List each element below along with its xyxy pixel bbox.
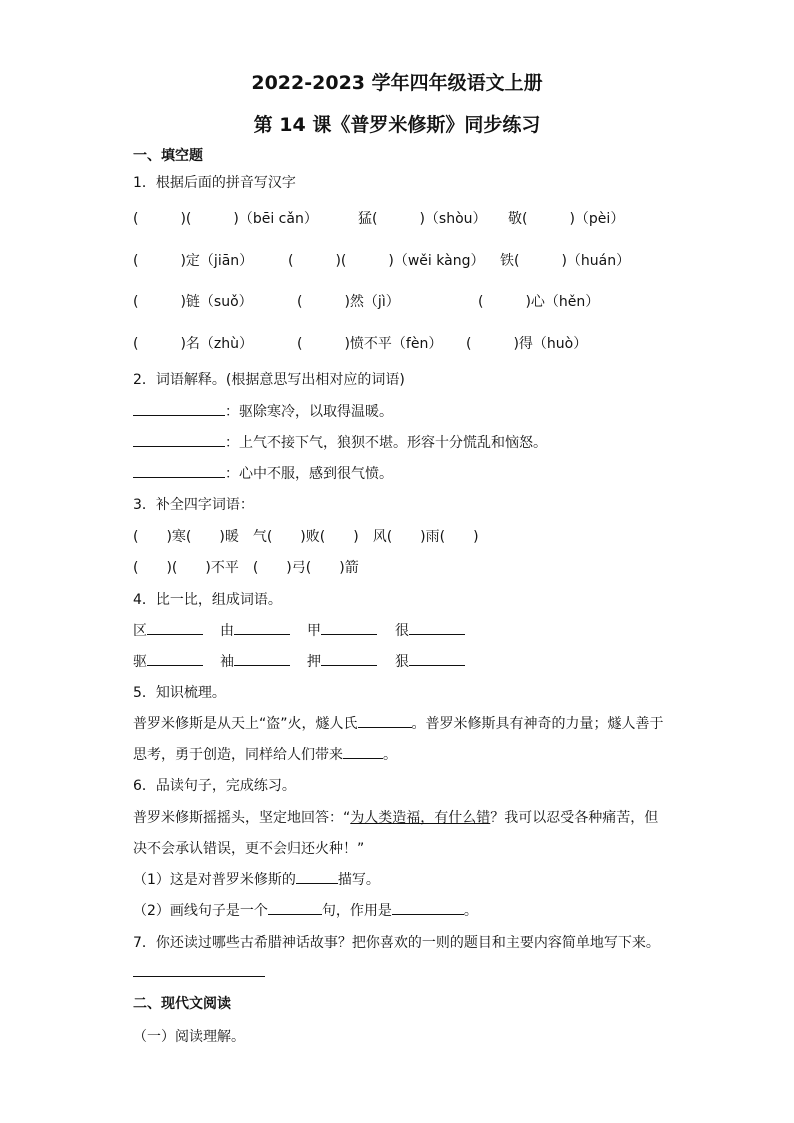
answer-blank[interactable] — [147, 620, 203, 635]
section-reading: 二、现代文阅读 — [133, 996, 231, 1012]
answer-blank[interactable] — [321, 651, 377, 666]
idiom-line: ( )( )不平 ( )弓( )箭 — [133, 560, 359, 576]
paragraph-line: 思考，勇于创造，同样给人们带来 。 — [133, 744, 397, 764]
compare-item: 区 — [133, 620, 203, 640]
question-5-label: 5．知识梳理。 — [133, 685, 226, 701]
pinyin-item: ( )定（jiān） — [133, 253, 254, 269]
question-6-label: 6．品读句子，完成练习。 — [133, 778, 296, 794]
answer-blank[interactable] — [409, 651, 465, 666]
sub-question: （1）这是对普罗米修斯的 描写。 — [133, 869, 380, 889]
sub-question: （2）画线句子是一个 句，作用是 。 — [133, 900, 478, 920]
quote-line: 决不会承认错误，更不会归还火种！” — [133, 841, 365, 857]
paragraph-line: 普罗米修斯是从天上“盗”火，燧人氏 。普罗米修斯具有神奇的力量；燧人善于 — [133, 713, 664, 733]
pinyin-item: 铁( )（huán） — [500, 253, 631, 269]
answer-blank[interactable] — [392, 900, 464, 915]
idiom-line: ( )寒( )暖 气( )败( ) 风( )雨( ) — [133, 529, 479, 545]
compare-item: 甲 — [307, 620, 377, 640]
pinyin-item: 敬( )（pèi） — [508, 211, 625, 227]
definition-item: ：上气不接下气，狼狈不堪。形容十分慌乱和恼怒。 — [133, 432, 547, 452]
answer-blank[interactable] — [409, 620, 465, 635]
pinyin-item: ( )( )（bēi cǎn） — [133, 211, 318, 227]
answer-blank[interactable] — [343, 744, 383, 759]
pinyin-item: ( )( )（wěi kàng） — [288, 253, 485, 269]
pinyin-item: ( )得（huò） — [466, 336, 588, 352]
definition-item: ：驱除寒冷，以取得温暖。 — [133, 401, 393, 421]
document-title: 2022-2023 学年四年级语文上册 — [251, 72, 543, 94]
pinyin-item: ( )然（jì） — [297, 294, 400, 310]
pinyin-item: ( )名（zhù） — [133, 336, 254, 352]
answer-blank[interactable] — [358, 713, 412, 728]
pinyin-item: 猛( )（shòu） — [358, 211, 487, 227]
reading-subheading: （一）阅读理解。 — [133, 1029, 245, 1045]
question-2-label: 2．词语解释。(根据意思写出相对应的词语) — [133, 372, 405, 388]
answer-blank[interactable] — [234, 620, 290, 635]
compare-item: 袖 — [220, 651, 290, 671]
answer-blank[interactable] — [147, 651, 203, 666]
question-3-label: 3．补全四字词语： — [133, 497, 254, 513]
pinyin-item: ( )心（hěn） — [478, 294, 600, 310]
answer-blank[interactable] — [234, 651, 290, 666]
lesson-title: 第 14 课《普罗米修斯》同步练习 — [253, 114, 541, 136]
question-7-label: 7．你还读过哪些古希腊神话故事？把你喜欢的一则的题目和主要内容简单地写下来。 — [133, 935, 660, 951]
compare-item: 狠 — [395, 651, 465, 671]
answer-blank[interactable] — [268, 900, 322, 915]
compare-item: 很 — [395, 620, 465, 640]
answer-blank[interactable] — [133, 432, 225, 447]
question-4-label: 4．比一比，组成词语。 — [133, 592, 282, 608]
question-1-label: 1．根据后面的拼音写汉字 — [133, 175, 296, 191]
compare-item: 押 — [307, 651, 377, 671]
answer-line[interactable] — [133, 976, 265, 977]
definition-item: ：心中不服，感到很气愤。 — [133, 463, 393, 483]
answer-blank[interactable] — [133, 463, 225, 478]
quote-line: 普罗米修斯摇摇头，坚定地回答：“为人类造福，有什么错？我可以忍受各种痛苦，但 — [133, 810, 659, 826]
section-fill-in: 一、填空题 — [133, 148, 203, 164]
compare-item: 由 — [220, 620, 290, 640]
pinyin-item: ( )愤不平（fèn） — [297, 336, 443, 352]
pinyin-item: ( )链（suǒ） — [133, 294, 253, 310]
compare-item: 驱 — [133, 651, 203, 671]
underlined-sentence: 为人类造福，有什么错 — [350, 810, 491, 826]
answer-blank[interactable] — [321, 620, 377, 635]
answer-blank[interactable] — [133, 401, 225, 416]
answer-blank[interactable] — [296, 869, 338, 884]
